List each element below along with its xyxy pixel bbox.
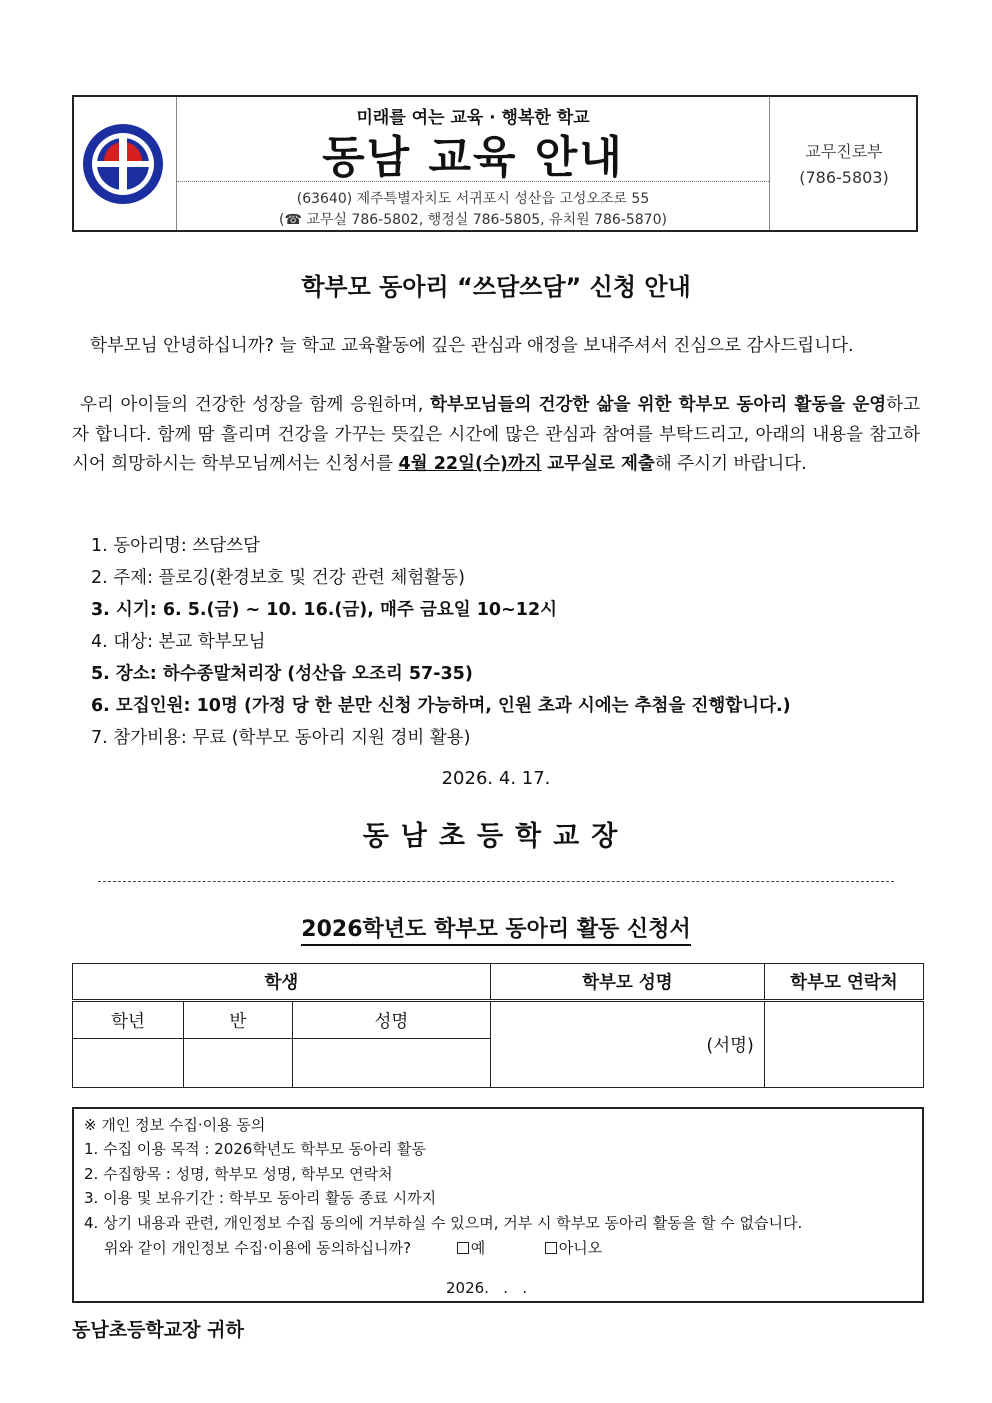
form-title: 2026학년도 학부모 동아리 활동 신청서 [301,917,690,946]
header-parent-name: 학부모 성명 [490,964,764,1001]
form-title-wrap [0,912,992,943]
consent-items: 2. 수집항목 : 성명, 학부모 성명, 학부모 연락처 [84,1165,393,1183]
item-target: 4. 대상: 본교 학부모님 [91,632,266,652]
department-phone: (786-5803) [799,168,889,187]
item-place: 5. 장소: 하수종말처리장 (성산읍 오조리 57-35) [91,664,473,684]
signature-label: (서명) [706,1036,754,1056]
para2-deadline: 4월 22일(수)까지 [398,454,542,474]
addressee: 동남초등학교장 귀하 [72,1319,244,1341]
application-table [72,963,924,1088]
header-student: 학생 [73,964,491,1001]
school-address: (63640) 제주특별자치도 서귀포시 성산읍 고성오조로 55 [296,191,650,207]
school-header [72,95,918,232]
header-parent-contact: 학부모 연락처 [764,964,923,1001]
grade-field[interactable] [73,1039,184,1088]
student-name-field[interactable] [293,1039,491,1088]
parent-contact-field[interactable] [764,1001,923,1088]
subheader-class: 반 [184,1001,293,1039]
cut-line [98,881,894,882]
consent-question-row [104,1237,602,1258]
notice-date: 2026. 4. 17. [441,768,551,789]
item-topic: 2. 주제: 플로깅(환경보호 및 건강 관련 체험활동) [91,568,465,588]
intro-paragraph: 학부모님 안녕하십니까? 늘 학교 교육활동에 깊은 관심과 애정을 보내주셔서 진심으로 감사드립니다. [90,336,854,356]
agree-label: 예 [470,1239,486,1257]
para2-part-c: 하고자 합니다. 함께 땀 흘리며 건강을 가꾸는 뜻깊은 시간에 많은 관심과 참여를 부탁드리고, 아래의 내용을 참고하시어 희망하시는 학부모님께서는 신청서를 [72,395,920,474]
consent-date: 2026. . . [446,1279,528,1297]
department-info [774,139,914,191]
agree-checkbox[interactable] [457,1242,469,1254]
subheader-name: 성명 [293,1001,491,1039]
header-divider [177,181,769,182]
consent-purpose: 1. 수집 이용 목적 : 2026학년도 학부모 동아리 활동 [84,1140,427,1158]
notice-title: 학부모 동아리 “쓰담쓰담” 신청 안내 [301,273,691,301]
para2-part-a: 우리 아이들의 건강한 성장을 함께 응원하며, [80,395,430,415]
school-logo-icon [82,123,164,205]
department-name: 교무진로부 [805,142,883,161]
disagree-label: 아니오 [558,1239,603,1257]
disagree-checkbox[interactable] [545,1242,557,1254]
para2-part-g: 해 주시기 바랍니다. [654,454,807,474]
body-paragraph [72,391,920,480]
para2-highlight-club: 학부모님들의 건강한 삶을 위한 학부모 동아리 활동을 운영 [429,395,887,415]
item-fee: 7. 참가비용: 무료 (학부모 동아리 지원 경비 활용) [91,728,471,748]
school-motto: 미래를 여는 교육 · 행복한 학교 [356,108,590,128]
item-recruit: 6. 모집인원: 10명 (가정 당 한 분만 신청 가능하며, 인원 초과 시에는 추첨을 진행합니다.) [91,696,791,716]
para2-submit-place: 교무실로 제출 [547,454,655,474]
consent-heading: ※ 개인 정보 수집·이용 동의 [84,1116,266,1134]
principal-signature: 동남초등학교장 [362,821,630,852]
privacy-consent-box [72,1107,924,1303]
consent-refusal: 4. 상기 내용과 관련, 개인정보 수집 동의에 거부하실 수 있으며, 거부 시 학부모 동아리 활동을 할 수 없습니다. [84,1214,803,1232]
school-phones: (☎ 교무실 786-5802, 행정실 786-5805, 유치원 786-5870) [279,212,667,228]
consent-question: 위와 같이 개인정보 수집·이용에 동의하십니까? [104,1239,412,1257]
header-center [176,97,770,230]
class-field[interactable] [184,1039,293,1088]
item-period: 3. 시기: 6. 5.(금) ~ 10. 16.(금), 매주 금요일 10~12시 [91,600,558,620]
newsletter-title: 동남 교육 안내 [322,132,624,183]
parent-name-field[interactable] [490,1001,764,1088]
item-club-name: 1. 동아리명: 쓰담쓰담 [91,536,260,556]
subheader-grade: 학년 [73,1001,184,1039]
consent-period: 3. 이용 및 보유기간 : 학부모 동아리 활동 종료 시까지 [84,1189,437,1207]
